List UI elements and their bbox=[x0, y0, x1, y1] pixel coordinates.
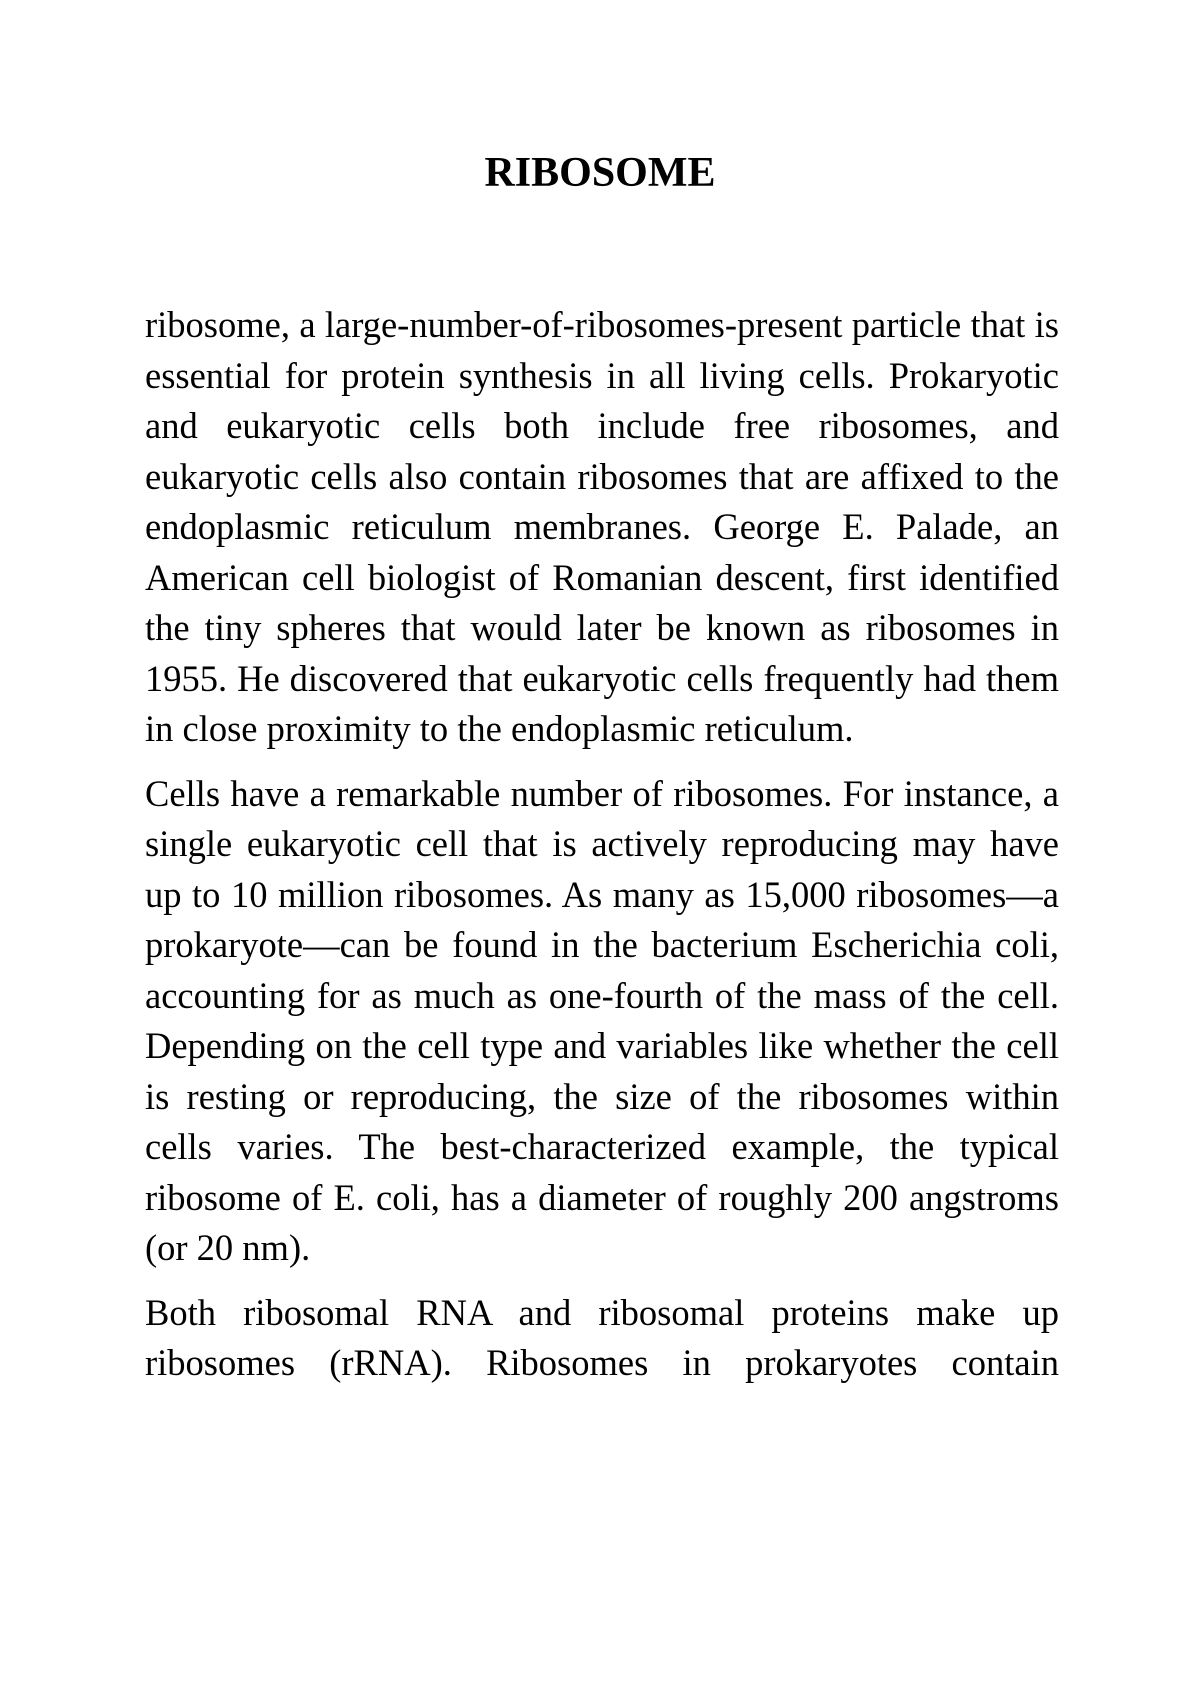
paragraph-intro: ribosome, a large-number-of-ribosomes-present particle that is essential for protein synthesis in all living cells. Prokaryotic and eukaryotic cells both include free ribosomes, and eukaryotic cells also contain ribosomes that are affixed to the endoplasmic reticulum membranes. George E. Palade, an American cell biologist of Romanian descent, first identified the tiny spheres that would later be known as ribosomes in 1955. He discovered that eukaryotic cells frequently had them in close proximity to the endoplasmic reticulum. bbox=[145, 304, 1059, 749]
paragraph-ribosome-count: Cells have a remarkable number of ribosomes. For instance, a single eukaryotic cell that is actively reproducing may have up to 10 million ribosomes. As many as 15,000 ribosomes—a prokaryote—can be found in the bacterium Escherichia coli, accounting for as much as one-fourth of the mass of the cell. Depending on the cell type and variables like whether the cell is resting or reproducing, the size of the ribosomes within cells varies. The best-characterized example, the typical ribosome of E. coli, has a diameter of roughly 200 angstroms (or 20 nm). bbox=[145, 772, 1059, 1268]
paragraph-composition: Both ribosomal RNA and ribosomal proteins make up ribosomes (rRNA). Ribosomes in prokaryotes contain bbox=[145, 1291, 1059, 1383]
document-body bbox=[145, 300, 1059, 1403]
page-title: RIBOSOME bbox=[484, 150, 716, 196]
